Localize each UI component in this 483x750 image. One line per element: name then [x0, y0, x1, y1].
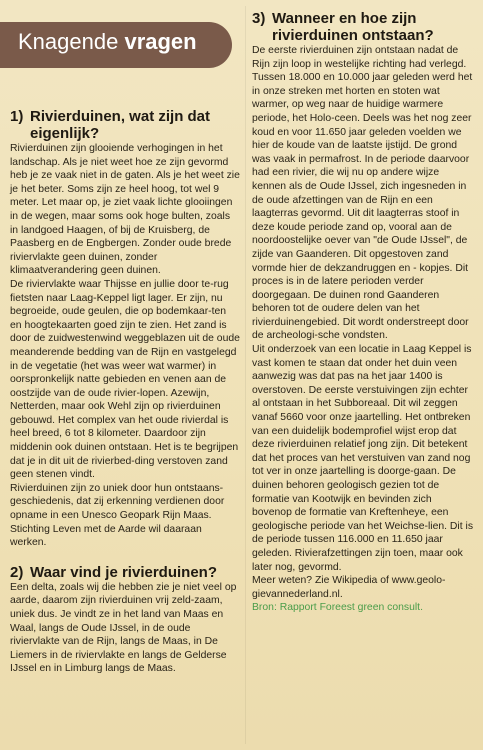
section-3-number: 3)	[252, 10, 266, 27]
section-3-paragraph: Meer weten? Zie Wikipedia of www.geolo-gievannederland.nl.	[252, 575, 446, 600]
section-2-paragraph: Een delta, zoals wij die hebben zie je niet veel op aarde, daarom zijn rivierduinen vrij zeld-zaam, uniek dus. Je vindt ze in het land van Maas en Waal, langs de Oude IJssel, in de oude riviervlakte van de Rijn, langs de Maas, in De Liemers in de riviervlakte en langs de Gelderse IJssel en in Limburg langs de Maas.	[10, 581, 237, 675]
section-3-title: Wanneer en hoe zijn rivierduinen ontstaan?	[272, 10, 434, 44]
section-spacer	[10, 550, 240, 564]
section-1-heading	[10, 108, 240, 142]
section-2-heading	[10, 564, 240, 581]
section-3-paragraph: Uit onderzoek van een locatie in Laag Keppel is vast komen te staan dat onder het duin veen aanwezig was dat pas na het jaar 1400 is overstoven. De eerste verstuivingen zijn echter al ontstaan in het Subboreaal. Dit wil zeggen vanaf 5660 voor onze jaartelling. Het ontbreken van een duidelijk bodemprofiel wijst erop dat deze rivierduinen relatief jong zijn. Dit betekent dat het proces van het verstuiven van zand nog tot ver in onze jaartelling is doorge-gaan. De duinen behoren geologisch gezien tot de formatie van Kootwijk en bevinden zich bovenop de formatie van Kreftenheye, een geologische periode van het Weichse-lien. Dit is de periode tussen 116.000 en 11.650 jaar geleden. Rivierafzettingen zijn toen, maar ook later nog, gevormd.	[252, 344, 474, 573]
title-banner	[0, 22, 232, 68]
section-3-paragraph: De eerste rivierduinen zijn ontstaan nadat de Rijn zijn loop in westelijke richting had verlegd. Tussen 18.000 en 10.000 jaar geleden werd het in onze streken met horten en stoten wat warmer, op weg naar de huidige warmere periode, het Holo-ceen. Deels was het nog zeer koud en voor 11.650 jaar geleden voelden we hier de koude van de laatste ijstijd. De grond was vaak in permafrost. In de periode daarvoor had een rivier, die wij nu op andere wijze kennen als de Oude IJssel, zich ingesneden in de oude afzettingen van de Rijn en een laagterras gevormd. Uit dit laagterras stoof in deze koude periode zand op, vooral aan de noordoostelijke oever van "de Oude IJssel", de zijde van Gaanderen. Dit opgestoven zand vormde hier de dekzandruggen en - kopjes. Dit proces is in de latere perioden verder doorgegaan. De duinen rond Gaanderen behoren tot de oudere delen van het rivierduinengebied. Dit wordt onderstreept door de archeologi-sche vondsten.	[252, 45, 473, 342]
column-divider	[245, 6, 246, 744]
source-credit: Bron: Rapport Foreest green consult.	[252, 602, 423, 614]
section-1-paragraph: Rivierduinen zijn zo uniek door hun ontstaans-geschiedenis, dat zij erkenning verdienen door opname in een Unesco Geopark Rijn Maas. Stichting Leven met de Aarde wil daaraan werken.	[10, 482, 225, 549]
banner-title-bold: vragen	[124, 29, 197, 54]
left-column	[10, 108, 240, 676]
section-1-number: 1)	[10, 108, 24, 125]
section-1-paragraph: Rivierduinen zijn glooiende verhogingen in het landschap. Als je niet weet hoe ze zijn gevormd heb je ze vaak niet in de gaten. Als je het weet zie je het beter. Soms zijn ze heel hoog, tot wel 9 meter. Let maar op, je ziet vaak lichte glooiingen in de wegen, maar soms ook hoge bulten, zoals in landgoed Haagen, of bij de Kruisberg, de Paasberg en de Engbergen. Zonder oude brede riviervlakte geen duinen, zonder klimaatverandering geen duinen.	[10, 143, 240, 277]
section-2-title: Waar vind je rivierduinen?	[30, 563, 217, 581]
banner-title	[18, 29, 197, 55]
section-2-number: 2)	[10, 563, 24, 581]
section-1-title: Rivierduinen, wat zijn dat eigenlijk?	[30, 108, 211, 142]
right-column	[252, 10, 474, 615]
section-3-heading	[252, 10, 474, 44]
banner-title-light: Knagende	[18, 29, 119, 54]
section-1-paragraph: De riviervlakte waar Thijsse en jullie door te-rug fietsten naar Laag-Keppel ligt lager. Er zijn, nu begroeide, oude geulen, die op bodemkaar-ten en hoogtekaarten goed zijn te zien. Het zand is door de zuidwestenwind weggeblazen uit de oude meanderende bedding van de Rijn en vastgelegd in de vegetatie (het was weer wat warmer) in oorspronkelijk natte gebieden en venen aan de oostzijde van de oude rivier-lopen. Azewijn, Netterden, maar ook Wehl zijn op rivierduinen gebouwd. Het complex van het oude rivierdal is heel breed, 6 tot 8 kilometer. Daardoor zijn middenin ook duinen ontstaan. Het is te begrijpen dat je in dit uit de rivierbed-ding verstoven zand geen stenen vindt.	[10, 278, 240, 481]
